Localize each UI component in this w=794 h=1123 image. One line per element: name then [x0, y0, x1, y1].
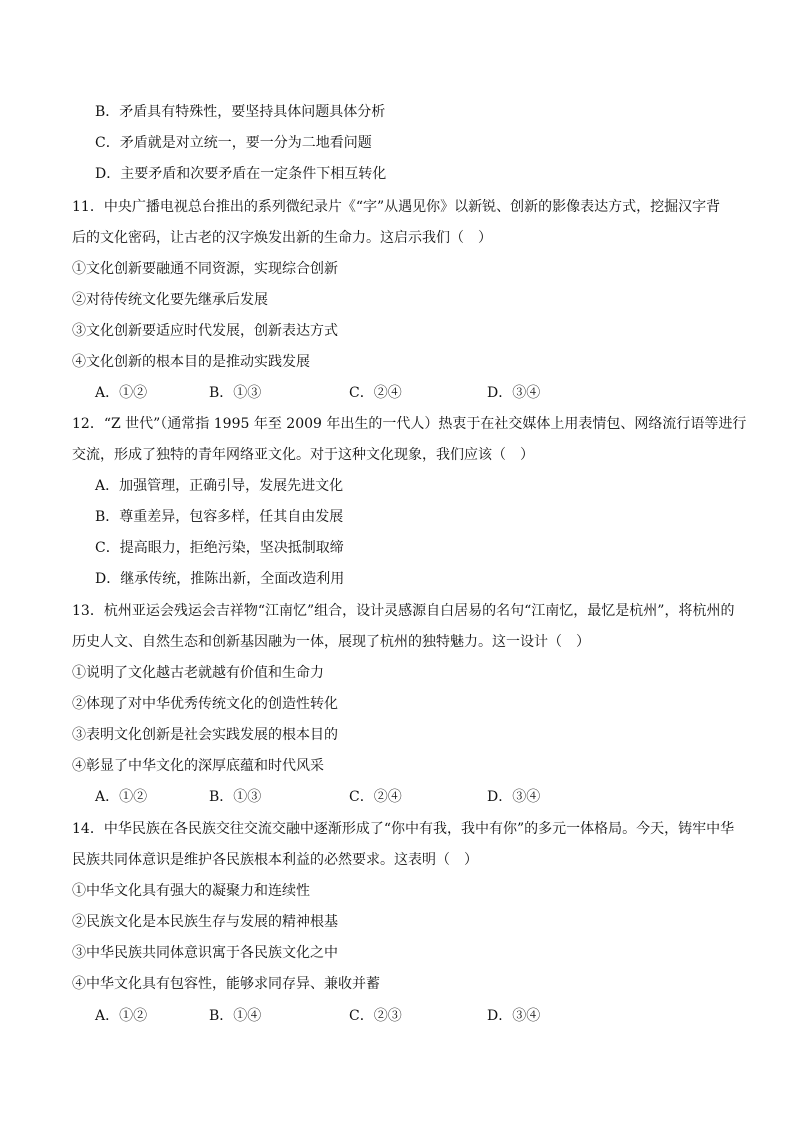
- q11-choice-d[interactable]: D．③④: [487, 385, 541, 401]
- q12-option-b[interactable]: B．尊重差异，包容多样，任其自由发展: [95, 509, 344, 525]
- q13-choices: [95, 787, 695, 807]
- q14-statement-3: ③中华民族共同体意识寓于各民族文化之中: [72, 945, 338, 961]
- q11-choice-b[interactable]: B．①③: [209, 385, 262, 401]
- q11-choices: [95, 383, 695, 403]
- q13-choice-c[interactable]: C．②④: [349, 789, 402, 805]
- q14-choice-a[interactable]: A．①②: [95, 1008, 148, 1024]
- q12-option-c[interactable]: C．提高眼力，拒绝污染，坚决抵制取缔: [95, 540, 344, 556]
- q11-statement-2: ②对待传统文化要先继承后发展: [72, 292, 268, 308]
- q13-choice-d[interactable]: D．③④: [487, 789, 541, 805]
- q13-statement-1: ①说明了文化越古老就越有价值和生命力: [72, 665, 324, 681]
- q11-stem-line-2: 后的文化密码，让古老的汉字焕发出新的生命力。这启示我们（ ）: [72, 230, 492, 246]
- prev-option-b: B．矛盾具有特殊性，要坚持具体问题具体分析: [95, 104, 386, 120]
- q13-stem-line-2: 历史人文、自然生态和创新基因融为一体，展现了杭州的独特魅力。这一设计（ ）: [72, 634, 590, 650]
- q14-choices: [95, 1006, 695, 1026]
- q14-stem-line-2: 民族共同体意识是维护各民族根本利益的必然要求。这表明（ ）: [72, 852, 478, 868]
- q11-stem-line-1: 11．中央广播电视总台推出的系列微纪录片《“字”从遇见你》以新锐、创新的影像表达方式，挖掘汉字背: [72, 199, 721, 215]
- q12-stem-line-1: 12．“Z 世代”（通常指 1995 年至 2009 年出生的一代人）热衷于在社交媒体上用表情包、网络流行语等进行: [72, 416, 747, 432]
- q14-statement-1: ①中华文化具有强大的凝聚力和连续性: [72, 883, 310, 899]
- q11-choice-c[interactable]: C．②④: [349, 385, 402, 401]
- q11-statement-3: ③文化创新要适应时代发展，创新表达方式: [72, 323, 338, 339]
- q12-option-d[interactable]: D．继承传统，推陈出新，全面改造利用: [95, 571, 345, 587]
- q12-stem-line-2: 交流，形成了独特的青年网络亚文化。对于这种文化现象，我们应该（ ）: [72, 447, 534, 463]
- q14-stem-line-1: 14．中华民族在各民族交往交流交融中逐渐形成了“你中有我，我中有你”的多元一体格局。今天，铸牢中华: [72, 821, 735, 837]
- q14-statement-4: ④中华文化具有包容性，能够求同存异、兼收并蓄: [72, 976, 380, 992]
- q13-statement-3: ③表明文化创新是社会实践发展的根本目的: [72, 727, 338, 743]
- q14-choice-d[interactable]: D．③④: [487, 1008, 541, 1024]
- prev-option-c: C．矛盾就是对立统一，要一分为二地看问题: [95, 135, 372, 151]
- q13-choice-b[interactable]: B．①③: [209, 789, 262, 805]
- q11-statement-1: ①文化创新要融通不同资源，实现综合创新: [72, 261, 338, 277]
- q11-choice-a[interactable]: A．①②: [95, 385, 148, 401]
- prev-option-d: D．主要矛盾和次要矛盾在一定条件下相互转化: [95, 166, 387, 182]
- q11-statement-4: ④文化创新的根本目的是推动实践发展: [72, 354, 310, 370]
- q13-statement-2: ②体现了对中华优秀传统文化的创造性转化: [72, 696, 338, 712]
- q13-choice-a[interactable]: A．①②: [95, 789, 148, 805]
- q13-statement-4: ④彰显了中华文化的深厚底蕴和时代风采: [72, 758, 324, 774]
- q12-option-a[interactable]: A．加强管理，正确引导，发展先进文化: [95, 478, 344, 494]
- q14-statement-2: ②民族文化是本民族生存与发展的精神根基: [72, 914, 338, 930]
- q13-stem-line-1: 13．杭州亚运会残运会吉祥物“江南忆”组合，设计灵感源自白居易的名句“江南忆，最忆是杭州”，将杭州的: [72, 603, 735, 619]
- q14-choice-b[interactable]: B．①④: [209, 1008, 262, 1024]
- q14-choice-c[interactable]: C．②③: [349, 1008, 402, 1024]
